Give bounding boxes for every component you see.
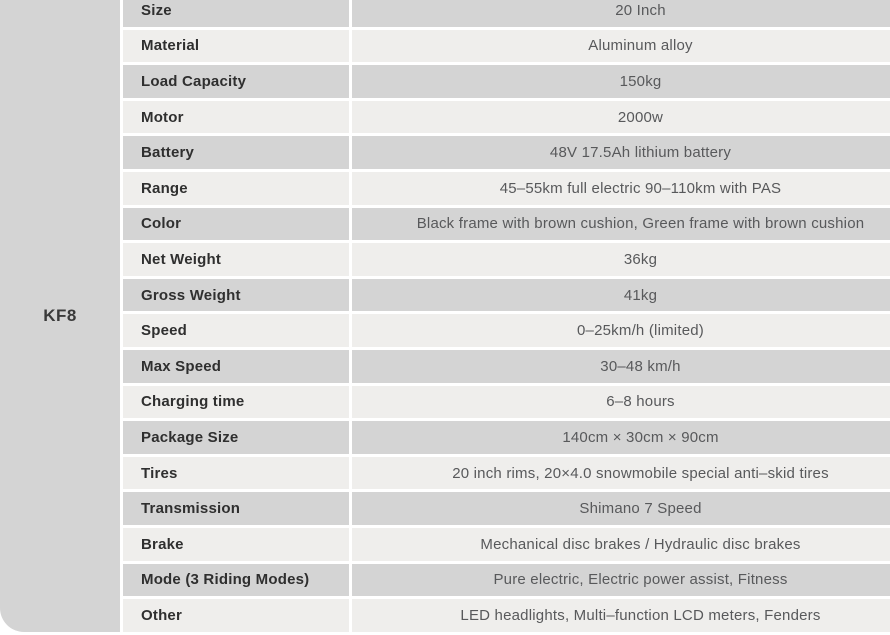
spec-value-cell: 150kg [352, 65, 890, 98]
spec-value-cell: 36kg [352, 243, 890, 276]
spec-value-cell: Aluminum alloy [352, 30, 890, 63]
spec-value-cell: Black frame with brown cushion, Green frame with brown cushion [352, 208, 890, 241]
product-model-label: KF8 [43, 306, 77, 325]
spec-label-cell: Tires [123, 457, 349, 490]
spec-label-cell: Charging time [123, 386, 349, 419]
spec-label-cell: Range [123, 172, 349, 205]
spec-row [123, 65, 890, 98]
spec-row [123, 314, 890, 347]
product-model-panel [0, 0, 120, 632]
spec-label-cell: Material [123, 30, 349, 63]
spec-label-cell: Speed [123, 314, 349, 347]
spec-value-cell: 2000w [352, 101, 890, 134]
spec-value-cell: 45–55km full electric 90–110km with PAS [352, 172, 890, 205]
spec-row [123, 492, 890, 525]
spec-value-cell: Pure electric, Electric power assist, Fitness [352, 564, 890, 597]
spec-label-cell: Load Capacity [123, 65, 349, 98]
spec-row [123, 279, 890, 312]
spec-value-cell: 0–25km/h (limited) [352, 314, 890, 347]
spec-row [123, 243, 890, 276]
spec-label-cell: Mode (3 Riding Modes) [123, 564, 349, 597]
spec-label-cell: Other [123, 599, 349, 632]
spec-row [123, 172, 890, 205]
spec-row [123, 30, 890, 63]
spec-label-cell: Max Speed [123, 350, 349, 383]
spec-value-cell: 20 inch rims, 20×4.0 snowmobile special anti–skid tires [352, 457, 890, 490]
spec-value-cell: 41kg [352, 279, 890, 312]
spec-label-cell: Transmission [123, 492, 349, 525]
spec-label-cell: Gross Weight [123, 279, 349, 312]
spec-label-cell: Battery [123, 136, 349, 169]
spec-row [123, 599, 890, 632]
spec-label-cell: Brake [123, 528, 349, 561]
spec-row [123, 208, 890, 241]
spec-value-cell: LED headlights, Multi–function LCD meters, Fenders [352, 599, 890, 632]
spec-row [123, 0, 890, 27]
spec-label-cell: Size [123, 0, 349, 27]
spec-table [123, 0, 890, 632]
spec-value-cell: 30–48 km/h [352, 350, 890, 383]
spec-label-cell: Motor [123, 101, 349, 134]
spec-value-cell: 140cm × 30cm × 90cm [352, 421, 890, 454]
spec-row [123, 457, 890, 490]
spec-row [123, 528, 890, 561]
spec-value-cell: Mechanical disc brakes / Hydraulic disc brakes [352, 528, 890, 561]
spec-label-cell: Net Weight [123, 243, 349, 276]
spec-label-cell: Package Size [123, 421, 349, 454]
spec-value-cell: 48V 17.5Ah lithium battery [352, 136, 890, 169]
spec-row [123, 350, 890, 383]
spec-label-cell: Color [123, 208, 349, 241]
spec-row [123, 421, 890, 454]
spec-row [123, 386, 890, 419]
spec-row [123, 101, 890, 134]
spec-row [123, 564, 890, 597]
spec-row [123, 136, 890, 169]
spec-value-cell: 20 Inch [352, 0, 890, 27]
spec-value-cell: Shimano 7 Speed [352, 492, 890, 525]
spec-value-cell: 6–8 hours [352, 386, 890, 419]
